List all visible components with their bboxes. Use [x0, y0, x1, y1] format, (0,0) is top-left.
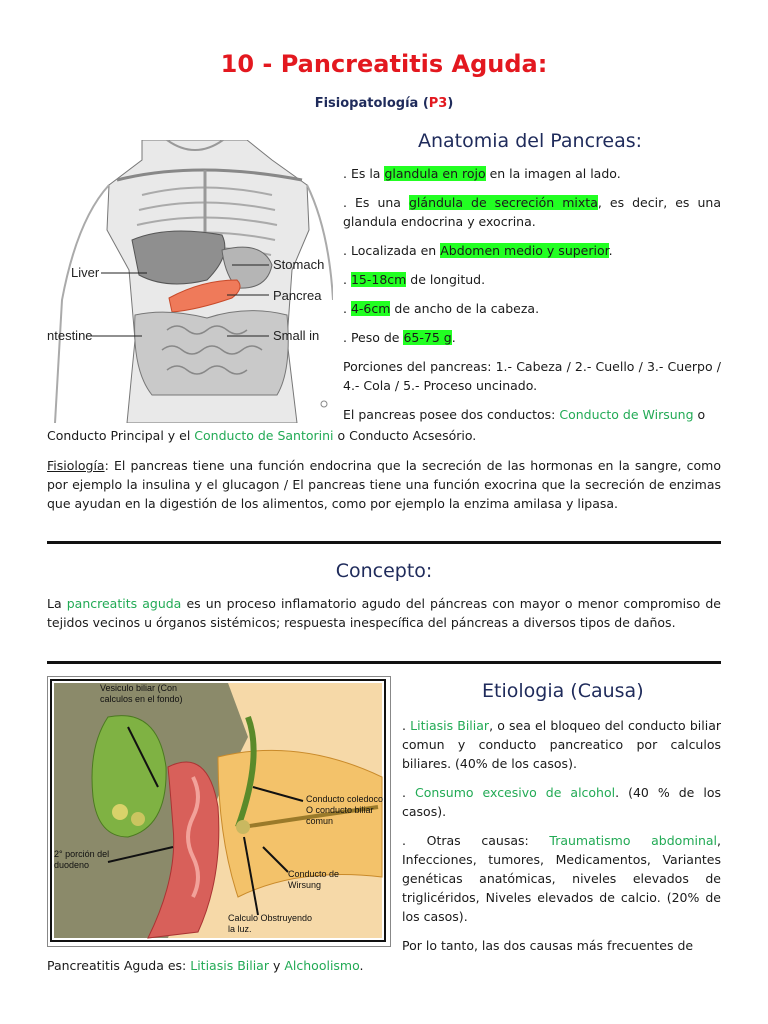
anatomy-p4: . 15-18cm de longitud. [343, 272, 486, 287]
label-small-intestine: Small in [273, 328, 320, 343]
etiologia-heading: Etiologia (Causa) [482, 680, 644, 702]
page-subtitle: Fisiopatología (P3) [314, 96, 454, 111]
anatomy-p6: . Peso de 65-75 g. [343, 330, 456, 345]
etiologia-e1: . Litiasis Biliar, o sea el bloqueo del conducto biliar comun y conducto pancreatico por calculos biliares. (40% de los casos). [402, 718, 721, 771]
biliary-figure [47, 676, 391, 947]
etiologia-e3: . Otras causas: Traumatismo abdominal, Infecciones, tumores, Medicamentos, Variantes genéticas anatómicas, niveles elevados de triglicéridos, Niveles elevados de calcio. (20% de los casos). [402, 833, 722, 924]
label-coledoco-3: comun [306, 816, 334, 826]
label-wirsung: Conducto de [288, 869, 340, 879]
etiologia-text [402, 716, 721, 955]
label-vesicula: Vesiculo biliar (Con [100, 683, 178, 693]
divider-1 [47, 541, 721, 544]
concepto-heading: Concepto: [335, 560, 433, 582]
divider-2 [47, 661, 721, 664]
label-liver: Liver [71, 265, 100, 280]
anatomy-p7: Porciones del pancreas: 1.- Cabeza / 2.- Cuello / 3.- Cuerpo / 4.- Cola / 5.- Proceso uncinado. [343, 359, 721, 393]
concepto-paragraph: La pancreatits aguda es un proceso inflamatorio agudo del páncreas con mayor o menor compromiso de tejidos vecinos u órganos sistémicos; respuesta inespecífica del páncreas a diversos tipos de daños. [47, 596, 721, 630]
anatomy-p3: . Localizada en Abdomen medio y superior. [343, 243, 613, 258]
anatomy-p5: . 4-6cm de ancho de la cabeza. [343, 301, 540, 316]
label-pancreas: Pancrea [273, 288, 322, 303]
fisiologia-paragraph: Fisiología: El pancreas tiene una función endocrina que la secreción de las hormonas en la sangre, como por ejemplo la insulina y el glucagon / El pancreas tiene una función exocrina que la secreción de enzimas que ayudan en la digestión de los alimentos, como por ejemplo la enzima amilasa y lipasa. [47, 458, 721, 511]
etiologia-e2: . Consumo excesivo de alcohol. (40 % de los casos). [402, 785, 721, 819]
label-stomach: Stomach [273, 257, 325, 272]
page-ref: P3 [428, 96, 448, 111]
label-intestine: ntestine [47, 328, 93, 343]
label-wirsung-2: Wirsung [288, 880, 322, 890]
label-duodeno-2: duodeno [54, 860, 90, 870]
anatomy-p8: El pancreas posee dos conductos: Conducto de Wirsung o [343, 407, 706, 422]
etiologia-e4: Por lo tanto, las dos causas más frecuentes de [402, 938, 694, 953]
anatomy-text [343, 164, 721, 424]
anatomy-p8-cont: Conducto Principal y el Conducto de Santorini o Conducto Acsesório. [47, 428, 477, 443]
anatomy-heading: Anatomia del Pancreas: [418, 130, 643, 152]
page-title: 10 - Pancreatitis Aguda: [220, 50, 548, 78]
label-coledoco: Conducto coledoco [306, 794, 384, 804]
anatomy-p1: . Es la glandula en rojo en la imagen al lado. [343, 166, 621, 181]
anatomy-p2: . Es una glándula de secreción mixta, es decir, es una glandula endocrina y exocrina. [343, 195, 721, 229]
label-duodeno: 2° porción del [54, 849, 110, 859]
label-calculo-2: la luz. [228, 924, 252, 934]
fisiologia-label: Fisiología [47, 458, 105, 473]
label-calculo: Calculo Obstruyendo [228, 913, 313, 923]
label-coledoco-2: O conducto biliar [306, 805, 374, 815]
anatomy-figure [47, 140, 333, 423]
label-vesicula-2: calculos en el fondo) [100, 694, 183, 704]
etiologia-e4-cont: Pancreatitis Aguda es: Litiasis Biliar y Alchoolismo. [47, 958, 364, 973]
